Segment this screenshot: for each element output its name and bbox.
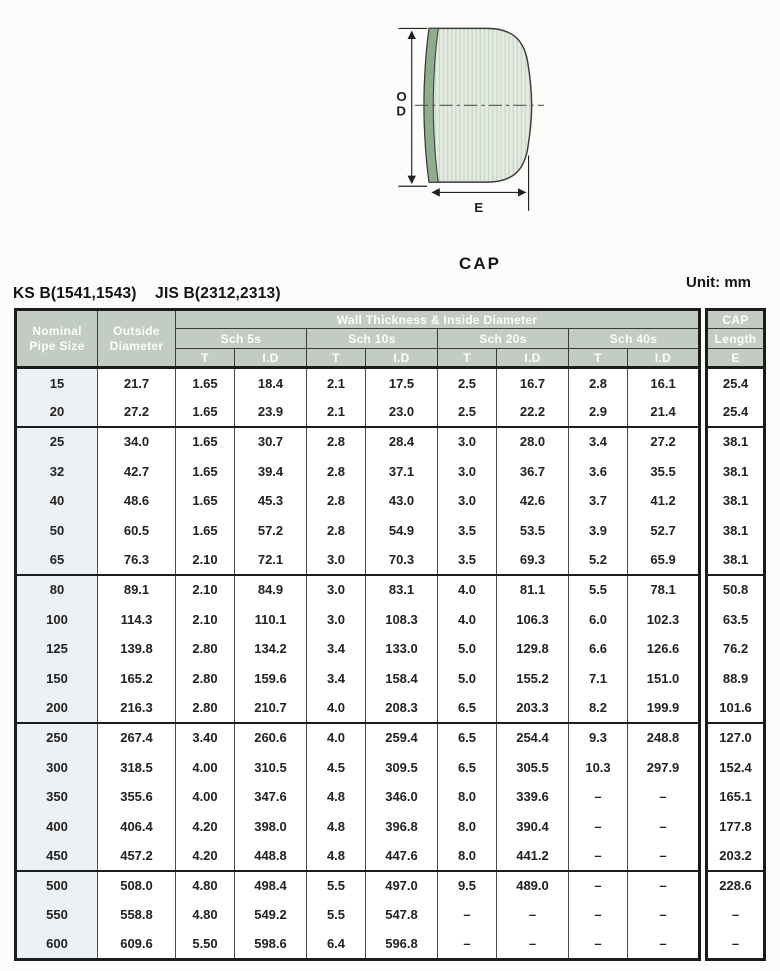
table-row — [16, 693, 700, 723]
dimension-cell: 497.0 — [366, 871, 438, 901]
unit-label: Unit: mm — [686, 274, 751, 291]
dimension-cell: 37.1 — [366, 456, 438, 486]
dimension-cell: 5.5 — [307, 871, 366, 901]
header-nominal-pipe-size — [16, 310, 98, 368]
dimension-cell: 21.4 — [628, 397, 700, 427]
dimension-cell: 549.2 — [235, 900, 307, 930]
dimension-cell: 1.65 — [176, 486, 235, 516]
dimension-cell: 2.5 — [438, 397, 497, 427]
cap-length-row — [707, 752, 765, 782]
dimension-cell: 165.2 — [98, 663, 176, 693]
table-row — [16, 871, 700, 901]
cap-length-cell: – — [707, 930, 765, 960]
dimension-cell: 2.1 — [307, 368, 366, 398]
nominal-size-cell: 250 — [16, 723, 98, 753]
header-text: Pipe Size — [29, 338, 85, 353]
header-id: I.D — [628, 349, 700, 368]
dimension-cell: 4.80 — [176, 871, 235, 901]
dimension-cell: 4.00 — [176, 752, 235, 782]
dimension-cell: 508.0 — [98, 871, 176, 901]
table-row — [16, 811, 700, 841]
dimension-cell: 8.0 — [438, 811, 497, 841]
header-sch-5s: Sch 5s — [176, 329, 307, 349]
dimension-cell: 346.0 — [366, 782, 438, 812]
table-row — [16, 900, 700, 930]
cap-length-row — [707, 841, 765, 871]
nominal-size-cell: 25 — [16, 427, 98, 457]
header-t: T — [176, 349, 235, 368]
dimension-cell: 199.9 — [628, 693, 700, 723]
dimension-cell: 57.2 — [235, 515, 307, 545]
nominal-size-cell: 65 — [16, 545, 98, 575]
dimension-cell: 489.0 — [497, 871, 569, 901]
dimension-cell: 110.1 — [235, 604, 307, 634]
dimension-cell: 17.5 — [366, 368, 438, 398]
dimension-cell: 297.9 — [628, 752, 700, 782]
dimension-cell: 5.5 — [569, 575, 628, 605]
dimension-cell: 126.6 — [628, 634, 700, 664]
cap-length-row — [707, 368, 765, 398]
dimension-cell: 4.8 — [307, 811, 366, 841]
table-row — [16, 515, 700, 545]
header-length: Length — [707, 329, 765, 349]
nominal-size-cell: 32 — [16, 456, 98, 486]
dimension-cell: 41.2 — [628, 486, 700, 516]
dimension-cell: 3.4 — [307, 634, 366, 664]
dimension-cell: 65.9 — [628, 545, 700, 575]
cap-length-cell: 38.1 — [707, 427, 765, 457]
dimension-cell: 4.5 — [307, 752, 366, 782]
dimension-cell: 260.6 — [235, 723, 307, 753]
dimension-cell: 45.3 — [235, 486, 307, 516]
header-text: Nominal — [32, 323, 82, 338]
dimension-cell: 4.20 — [176, 811, 235, 841]
dimension-cell: 6.5 — [438, 752, 497, 782]
dimension-cell: 72.1 — [235, 545, 307, 575]
dimension-cell: 3.7 — [569, 486, 628, 516]
cap-length-cell: 203.2 — [707, 841, 765, 871]
dimension-cell: – — [497, 930, 569, 960]
dimension-cell: 155.2 — [497, 663, 569, 693]
od-label: O — [396, 89, 407, 105]
table-row — [16, 723, 700, 753]
dimension-cell: 48.6 — [98, 486, 176, 516]
dimension-cell: 248.8 — [628, 723, 700, 753]
dimension-cell: – — [628, 930, 700, 960]
dimension-cell: 5.0 — [438, 663, 497, 693]
dimension-cell: 53.5 — [497, 515, 569, 545]
dimension-cell: 134.2 — [235, 634, 307, 664]
dimension-cell: 16.1 — [628, 368, 700, 398]
cap-drawing — [392, 12, 577, 217]
dimension-cell: 4.00 — [176, 782, 235, 812]
dimension-cell: 498.4 — [235, 871, 307, 901]
cap-length-row — [707, 575, 765, 605]
dimension-cell: 2.10 — [176, 604, 235, 634]
dimension-cell: 396.8 — [366, 811, 438, 841]
dimension-cell: – — [569, 841, 628, 871]
cap-length-cell: 177.8 — [707, 811, 765, 841]
dimension-cell: 76.3 — [98, 545, 176, 575]
dimension-cell: 5.0 — [438, 634, 497, 664]
cap-length-row — [707, 871, 765, 901]
cap-length-cell: 228.6 — [707, 871, 765, 901]
table-row — [16, 782, 700, 812]
dimension-cell: 406.4 — [98, 811, 176, 841]
cap-length-table — [705, 308, 766, 961]
dimension-cell: 305.5 — [497, 752, 569, 782]
dimension-cell: 78.1 — [628, 575, 700, 605]
cap-length-cell: 101.6 — [707, 693, 765, 723]
dimension-cell: 2.1 — [307, 397, 366, 427]
dimension-cell: – — [628, 782, 700, 812]
dimension-cell: 23.0 — [366, 397, 438, 427]
dimension-cell: 2.80 — [176, 663, 235, 693]
dimension-cell: 3.40 — [176, 723, 235, 753]
dimension-cell: 3.0 — [438, 427, 497, 457]
dimension-cell: 6.5 — [438, 693, 497, 723]
header-outside-diameter — [98, 310, 176, 368]
table-row — [16, 604, 700, 634]
dimension-cell: 89.1 — [98, 575, 176, 605]
dimension-cell: 23.9 — [235, 397, 307, 427]
cap-length-row — [707, 515, 765, 545]
cap-length-cell: 63.5 — [707, 604, 765, 634]
dimension-cell: 203.3 — [497, 693, 569, 723]
dimension-cell: 159.6 — [235, 663, 307, 693]
cap-length-row — [707, 634, 765, 664]
dimension-cell: 6.5 — [438, 723, 497, 753]
dimension-cell: 106.3 — [497, 604, 569, 634]
dimension-cell: 1.65 — [176, 427, 235, 457]
dimension-cell: 216.3 — [98, 693, 176, 723]
dimension-cell: 3.0 — [438, 456, 497, 486]
dimension-cell: 1.65 — [176, 456, 235, 486]
cap-length-row — [707, 397, 765, 427]
dimension-cell: 398.0 — [235, 811, 307, 841]
dimension-cell: 598.6 — [235, 930, 307, 960]
dimension-cell: 8.2 — [569, 693, 628, 723]
dimension-cell: 6.4 — [307, 930, 366, 960]
main-table-body — [16, 368, 700, 960]
dimension-cell: 5.2 — [569, 545, 628, 575]
dimension-cell: 596.8 — [366, 930, 438, 960]
page-title: CAP — [459, 254, 501, 273]
cap-length-row — [707, 900, 765, 930]
dimension-cell: 43.0 — [366, 486, 438, 516]
dimension-cell: 42.6 — [497, 486, 569, 516]
dimension-cell: – — [569, 871, 628, 901]
dimension-cell: 2.8 — [307, 515, 366, 545]
standard-ks: KS B(1541,1543) — [13, 285, 137, 302]
header-cap: CAP — [707, 310, 765, 329]
dimension-cell: – — [569, 900, 628, 930]
cap-length-row — [707, 930, 765, 960]
od-label: D — [396, 103, 406, 119]
nominal-size-cell: 125 — [16, 634, 98, 664]
dimension-cell: – — [628, 900, 700, 930]
dimension-cell: 558.8 — [98, 900, 176, 930]
cap-length-cell: 76.2 — [707, 634, 765, 664]
dimension-cell: 28.0 — [497, 427, 569, 457]
header-id: I.D — [235, 349, 307, 368]
dimension-cell: 3.0 — [307, 575, 366, 605]
dimension-cell: 9.3 — [569, 723, 628, 753]
dimension-cell: 390.4 — [497, 811, 569, 841]
nominal-size-cell: 450 — [16, 841, 98, 871]
table-row — [16, 663, 700, 693]
dimension-cell: 609.6 — [98, 930, 176, 960]
cap-length-cell: 38.1 — [707, 486, 765, 516]
dimension-cell: 8.0 — [438, 841, 497, 871]
dimension-cell: – — [628, 811, 700, 841]
table-row — [16, 368, 700, 398]
header-t: T — [438, 349, 497, 368]
dimension-cell: 16.7 — [497, 368, 569, 398]
standard-jis: JIS B(2312,2313) — [155, 285, 281, 302]
nominal-size-cell: 20 — [16, 397, 98, 427]
dimension-cell: 4.0 — [307, 723, 366, 753]
nominal-size-cell: 300 — [16, 752, 98, 782]
table-row — [16, 841, 700, 871]
dimension-cell: 310.5 — [235, 752, 307, 782]
dimension-cell: 1.65 — [176, 397, 235, 427]
header-wall-thickness-group: Wall Thickness & Inside Diameter — [176, 310, 700, 329]
dimension-cell: 70.3 — [366, 545, 438, 575]
dimension-cell: 1.65 — [176, 368, 235, 398]
dimension-cell: – — [569, 811, 628, 841]
dimension-cell: 2.10 — [176, 545, 235, 575]
table-row — [16, 427, 700, 457]
dimension-cell: – — [569, 782, 628, 812]
nominal-size-cell: 80 — [16, 575, 98, 605]
header-sch-10s: Sch 10s — [307, 329, 438, 349]
nominal-size-cell: 500 — [16, 871, 98, 901]
dimension-cell: 18.4 — [235, 368, 307, 398]
dimension-cell: 259.4 — [366, 723, 438, 753]
main-table-header — [16, 310, 700, 368]
header-sch-40s: Sch 40s — [569, 329, 700, 349]
dimension-cell: 309.5 — [366, 752, 438, 782]
cap-length-cell: 88.9 — [707, 663, 765, 693]
dimension-cell: 133.0 — [366, 634, 438, 664]
dimension-cell: 355.6 — [98, 782, 176, 812]
dimension-cell: 35.5 — [628, 456, 700, 486]
table-row — [16, 930, 700, 960]
dimension-cell: 8.0 — [438, 782, 497, 812]
dimension-cell: – — [628, 841, 700, 871]
nominal-size-cell: 50 — [16, 515, 98, 545]
header-text: Outside — [113, 323, 160, 338]
cap-length-cell: 127.0 — [707, 723, 765, 753]
dimension-cell: 448.8 — [235, 841, 307, 871]
dimension-cell: 114.3 — [98, 604, 176, 634]
dimension-cell: 3.4 — [569, 427, 628, 457]
dimension-cell: 267.4 — [98, 723, 176, 753]
cap-length-row — [707, 782, 765, 812]
dimension-cell: 30.7 — [235, 427, 307, 457]
dimension-table — [14, 308, 766, 961]
dimension-cell: 2.8 — [307, 486, 366, 516]
nominal-size-cell: 100 — [16, 604, 98, 634]
dimension-cell: 2.80 — [176, 693, 235, 723]
dimension-cell: 28.4 — [366, 427, 438, 457]
dimension-cell: 441.2 — [497, 841, 569, 871]
dimension-cell: 339.6 — [497, 782, 569, 812]
cap-length-cell: 165.1 — [707, 782, 765, 812]
dimension-cell: 3.6 — [569, 456, 628, 486]
dimension-cell: 54.9 — [366, 515, 438, 545]
dimension-cell: 10.3 — [569, 752, 628, 782]
dimension-cell: 208.3 — [366, 693, 438, 723]
cap-length-header — [707, 310, 765, 368]
nominal-size-cell: 15 — [16, 368, 98, 398]
dimension-cell: 34.0 — [98, 427, 176, 457]
dimension-cell: 3.0 — [307, 545, 366, 575]
dimension-cell: 108.3 — [366, 604, 438, 634]
header-text: Diameter — [109, 338, 164, 353]
header-t: T — [569, 349, 628, 368]
nominal-size-cell: 40 — [16, 486, 98, 516]
cap-length-cell: 38.1 — [707, 545, 765, 575]
cap-length-row — [707, 604, 765, 634]
dimension-cell: 81.1 — [497, 575, 569, 605]
dimension-cell: 3.5 — [438, 545, 497, 575]
dimension-cell: 4.0 — [438, 604, 497, 634]
header-e: E — [707, 349, 765, 368]
nominal-size-cell: 600 — [16, 930, 98, 960]
dimension-cell: 3.9 — [569, 515, 628, 545]
dimension-cell: 4.8 — [307, 782, 366, 812]
header-t: T — [307, 349, 366, 368]
nominal-size-cell: 150 — [16, 663, 98, 693]
cap-length-cell: – — [707, 900, 765, 930]
dimension-cell: 27.2 — [628, 427, 700, 457]
dimension-cell: 9.5 — [438, 871, 497, 901]
table-row — [16, 456, 700, 486]
cap-length-cell: 25.4 — [707, 397, 765, 427]
dimension-cell: 1.65 — [176, 515, 235, 545]
dimension-cell: 52.7 — [628, 515, 700, 545]
dimension-cell: 447.6 — [366, 841, 438, 871]
dimension-cell: 42.7 — [98, 456, 176, 486]
dimension-cell: 3.5 — [438, 515, 497, 545]
cap-length-row — [707, 723, 765, 753]
dimension-cell: 5.50 — [176, 930, 235, 960]
dimension-cell: 4.0 — [307, 693, 366, 723]
main-table — [14, 308, 701, 961]
table-row — [16, 634, 700, 664]
nominal-size-cell: 350 — [16, 782, 98, 812]
dimension-cell: 84.9 — [235, 575, 307, 605]
dimension-cell: 2.80 — [176, 634, 235, 664]
dimension-cell: 4.8 — [307, 841, 366, 871]
standards-line — [13, 285, 281, 303]
e-label: E — [474, 199, 484, 215]
dimension-cell: 129.8 — [497, 634, 569, 664]
table-row — [16, 486, 700, 516]
dimension-cell: 2.8 — [307, 456, 366, 486]
dimension-cell: – — [438, 930, 497, 960]
cap-length-cell: 25.4 — [707, 368, 765, 398]
dimension-cell: 39.4 — [235, 456, 307, 486]
dimension-cell: 2.5 — [438, 368, 497, 398]
cap-length-row — [707, 427, 765, 457]
dimension-cell: 69.3 — [497, 545, 569, 575]
dimension-cell: 347.6 — [235, 782, 307, 812]
cap-length-row — [707, 456, 765, 486]
dimension-cell: – — [438, 900, 497, 930]
dimension-cell: 4.80 — [176, 900, 235, 930]
dimension-cell: 318.5 — [98, 752, 176, 782]
header-sch-20s: Sch 20s — [438, 329, 569, 349]
table-row — [16, 752, 700, 782]
nominal-size-cell: 400 — [16, 811, 98, 841]
dimension-cell: 7.1 — [569, 663, 628, 693]
dimension-cell: 254.4 — [497, 723, 569, 753]
dimension-cell: 139.8 — [98, 634, 176, 664]
cap-length-row — [707, 486, 765, 516]
dimension-cell: 2.8 — [307, 427, 366, 457]
dimension-cell: 21.7 — [98, 368, 176, 398]
nominal-size-cell: 550 — [16, 900, 98, 930]
table-row — [16, 575, 700, 605]
dimension-cell: – — [569, 930, 628, 960]
cap-length-cell: 152.4 — [707, 752, 765, 782]
dimension-cell: 3.0 — [438, 486, 497, 516]
dimension-cell: 36.7 — [497, 456, 569, 486]
dimension-cell: 22.2 — [497, 397, 569, 427]
dimension-cell: 457.2 — [98, 841, 176, 871]
dimension-cell: 27.2 — [98, 397, 176, 427]
cap-length-row — [707, 693, 765, 723]
table-row — [16, 397, 700, 427]
dimension-cell: 83.1 — [366, 575, 438, 605]
dimension-cell: 5.5 — [307, 900, 366, 930]
nominal-size-cell: 200 — [16, 693, 98, 723]
dimension-cell: 151.0 — [628, 663, 700, 693]
e-table-body — [707, 368, 765, 960]
dimension-cell: – — [497, 900, 569, 930]
dimension-cell: 158.4 — [366, 663, 438, 693]
dimension-cell: 6.0 — [569, 604, 628, 634]
cap-length-row — [707, 545, 765, 575]
dimension-cell: 547.8 — [366, 900, 438, 930]
dimension-cell: 3.4 — [307, 663, 366, 693]
cap-length-cell: 38.1 — [707, 515, 765, 545]
dimension-cell: 4.20 — [176, 841, 235, 871]
dimension-cell: 60.5 — [98, 515, 176, 545]
cap-length-row — [707, 811, 765, 841]
dimension-cell: 102.3 — [628, 604, 700, 634]
table-row — [16, 545, 700, 575]
cap-length-cell: 50.8 — [707, 575, 765, 605]
cap-length-cell: 38.1 — [707, 456, 765, 486]
dimension-cell: 4.0 — [438, 575, 497, 605]
dimension-cell: 2.10 — [176, 575, 235, 605]
dimension-cell: 3.0 — [307, 604, 366, 634]
dimension-cell: 2.8 — [569, 368, 628, 398]
dimension-cell: 6.6 — [569, 634, 628, 664]
dimension-cell: – — [628, 871, 700, 901]
cap-length-row — [707, 663, 765, 693]
dimension-cell: 2.9 — [569, 397, 628, 427]
header-id: I.D — [366, 349, 438, 368]
header-id: I.D — [497, 349, 569, 368]
dimension-cell: 210.7 — [235, 693, 307, 723]
